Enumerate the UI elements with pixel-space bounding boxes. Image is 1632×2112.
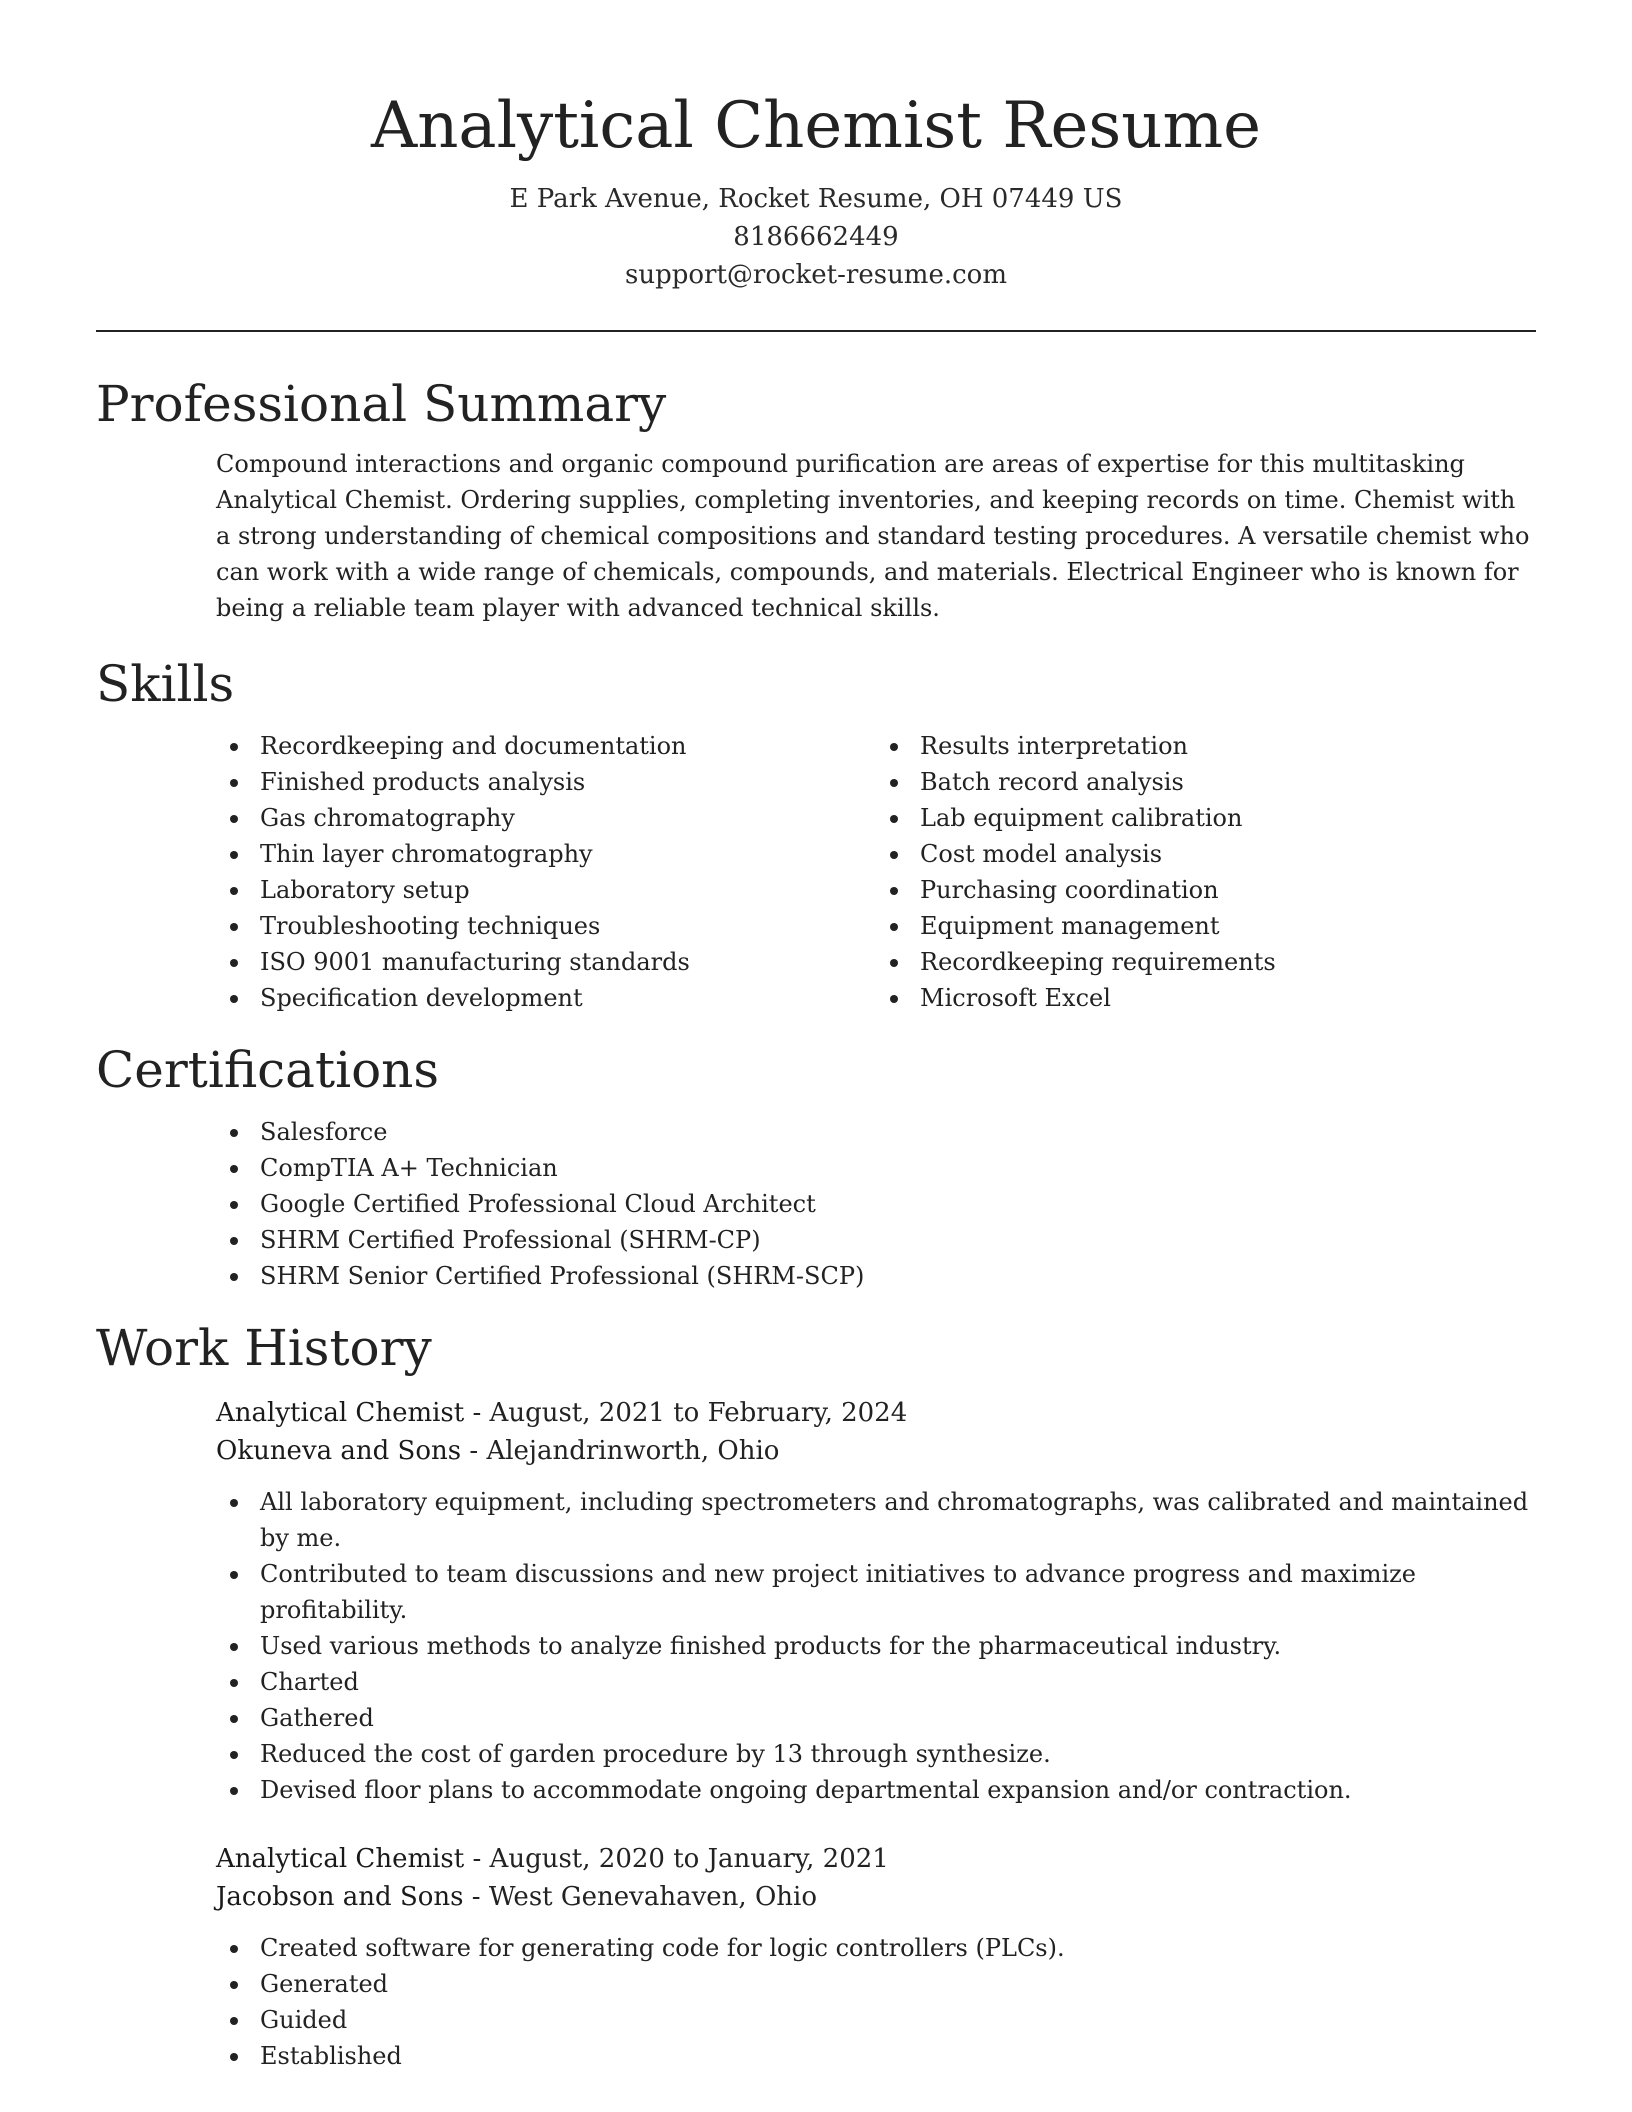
contact-email: support@rocket-resume.com: [624, 260, 1007, 290]
job-company-line: [216, 1878, 1536, 1916]
skills-list-left: [216, 728, 876, 1016]
skill-item: Equipment management: [920, 908, 1536, 944]
summary-text: Compound interactions and organic compound purification are areas of expertise for this multitasking Analytical Chemist. Ordering supplies, completing inventories, and keeping records on time. Chemist with a strong understanding of chemical compositions and standard testing procedures. A versatile chemist who can work with a wide range of chemicals, compounds, and materials. Electrical Engineer who is known for being a reliable team player with advanced technical skills.: [216, 450, 1530, 622]
skill-item: Lab equipment calibration: [920, 800, 1536, 836]
skill-item: Finished products analysis: [260, 764, 876, 800]
job-separator: -: [471, 1882, 489, 1912]
skill-item: Batch record analysis: [920, 764, 1536, 800]
responsibility-item: Created software for generating code for logic controllers (PLCs).: [260, 1930, 1536, 1966]
skill-item: Thin layer chromatography: [260, 836, 876, 872]
header-divider: [96, 330, 1536, 332]
contact-phone: 8186662449: [733, 222, 899, 252]
job-location: Alejandrinworth, Ohio: [486, 1436, 780, 1466]
skills-section: [216, 728, 1536, 1016]
job-separator: -: [472, 1844, 490, 1874]
certification-item: Salesforce: [260, 1114, 1536, 1150]
responsibility-item: All laboratory equipment, including spectrometers and chromatographs, was calibrated and maintained by me.: [260, 1484, 1536, 1556]
skill-item: Microsoft Excel: [920, 980, 1536, 1016]
summary-section: [216, 446, 1536, 626]
skill-item: Specification development: [260, 980, 876, 1016]
certification-item: CompTIA A+ Technician: [260, 1150, 1536, 1186]
responsibility-item: Generated: [260, 1966, 1536, 2002]
responsibility-item: Charted: [260, 1664, 1536, 1700]
job-dates: August, 2020 to January, 2021: [489, 1844, 889, 1874]
responsibility-item: Contributed to team discussions and new project initiatives to advance progress and maximize profitability.: [260, 1556, 1536, 1628]
job-entry: [216, 1394, 1536, 1808]
job-responsibilities: [216, 1930, 1536, 2074]
work-history-heading: Work History: [96, 1319, 432, 1377]
certification-item: Google Certified Professional Cloud Architect: [260, 1186, 1536, 1222]
contact-address: E Park Avenue, Rocket Resume, OH 07449 US: [509, 184, 1123, 214]
skill-item: Troubleshooting techniques: [260, 908, 876, 944]
summary-heading: Professional Summary: [96, 375, 667, 433]
responsibility-item: Used various methods to analyze finished products for the pharmaceutical industry.: [260, 1628, 1536, 1664]
contact-info: [96, 180, 1536, 294]
job-company-line: [216, 1432, 1536, 1470]
skill-item: Recordkeeping and documentation: [260, 728, 876, 764]
work-history-section: [216, 1394, 1536, 2074]
job-separator: -: [469, 1436, 487, 1466]
certifications-list: [216, 1114, 1536, 1294]
skills-columns: [216, 728, 1536, 1016]
skills-heading: Skills: [96, 655, 235, 713]
skill-item: Cost model analysis: [920, 836, 1536, 872]
responsibility-item: Gathered: [260, 1700, 1536, 1736]
certifications-heading: Certifications: [96, 1041, 440, 1099]
responsibility-item: Devised floor plans to accommodate ongoing departmental expansion and/or contraction.: [260, 1772, 1536, 1808]
resume-title: Analytical Chemist Resume: [370, 89, 1262, 163]
job-company: Jacobson and Sons: [216, 1882, 464, 1912]
responsibility-item: Established: [260, 2038, 1536, 2074]
job-entry: [216, 1840, 1536, 2074]
skill-item: ISO 9001 manufacturing standards: [260, 944, 876, 980]
resume-header: [96, 0, 1536, 294]
responsibility-item: Reduced the cost of garden procedure by 13 through synthesize.: [260, 1736, 1536, 1772]
skill-item: Results interpretation: [920, 728, 1536, 764]
skill-item: Gas chromatography: [260, 800, 876, 836]
job-company: Okuneva and Sons: [216, 1436, 462, 1466]
job-title-line: [216, 1394, 1536, 1432]
job-responsibilities: [216, 1484, 1536, 1808]
skill-item: Laboratory setup: [260, 872, 876, 908]
skills-list-right: [876, 728, 1536, 1016]
responsibility-item: Guided: [260, 2002, 1536, 2038]
job-role: Analytical Chemist: [216, 1844, 465, 1874]
resume-page: [96, 0, 1536, 2074]
skill-item: Purchasing coordination: [920, 872, 1536, 908]
job-dates: August, 2021 to February, 2024: [489, 1398, 908, 1428]
skill-item: Recordkeeping requirements: [920, 944, 1536, 980]
job-location: West Genevahaven, Ohio: [488, 1882, 817, 1912]
job-role: Analytical Chemist: [216, 1398, 465, 1428]
certification-item: SHRM Senior Certified Professional (SHRM-SCP): [260, 1258, 1536, 1294]
job-separator: -: [472, 1398, 490, 1428]
certification-item: SHRM Certified Professional (SHRM-CP): [260, 1222, 1536, 1258]
job-title-line: [216, 1840, 1536, 1878]
certifications-section: [216, 1114, 1536, 1294]
